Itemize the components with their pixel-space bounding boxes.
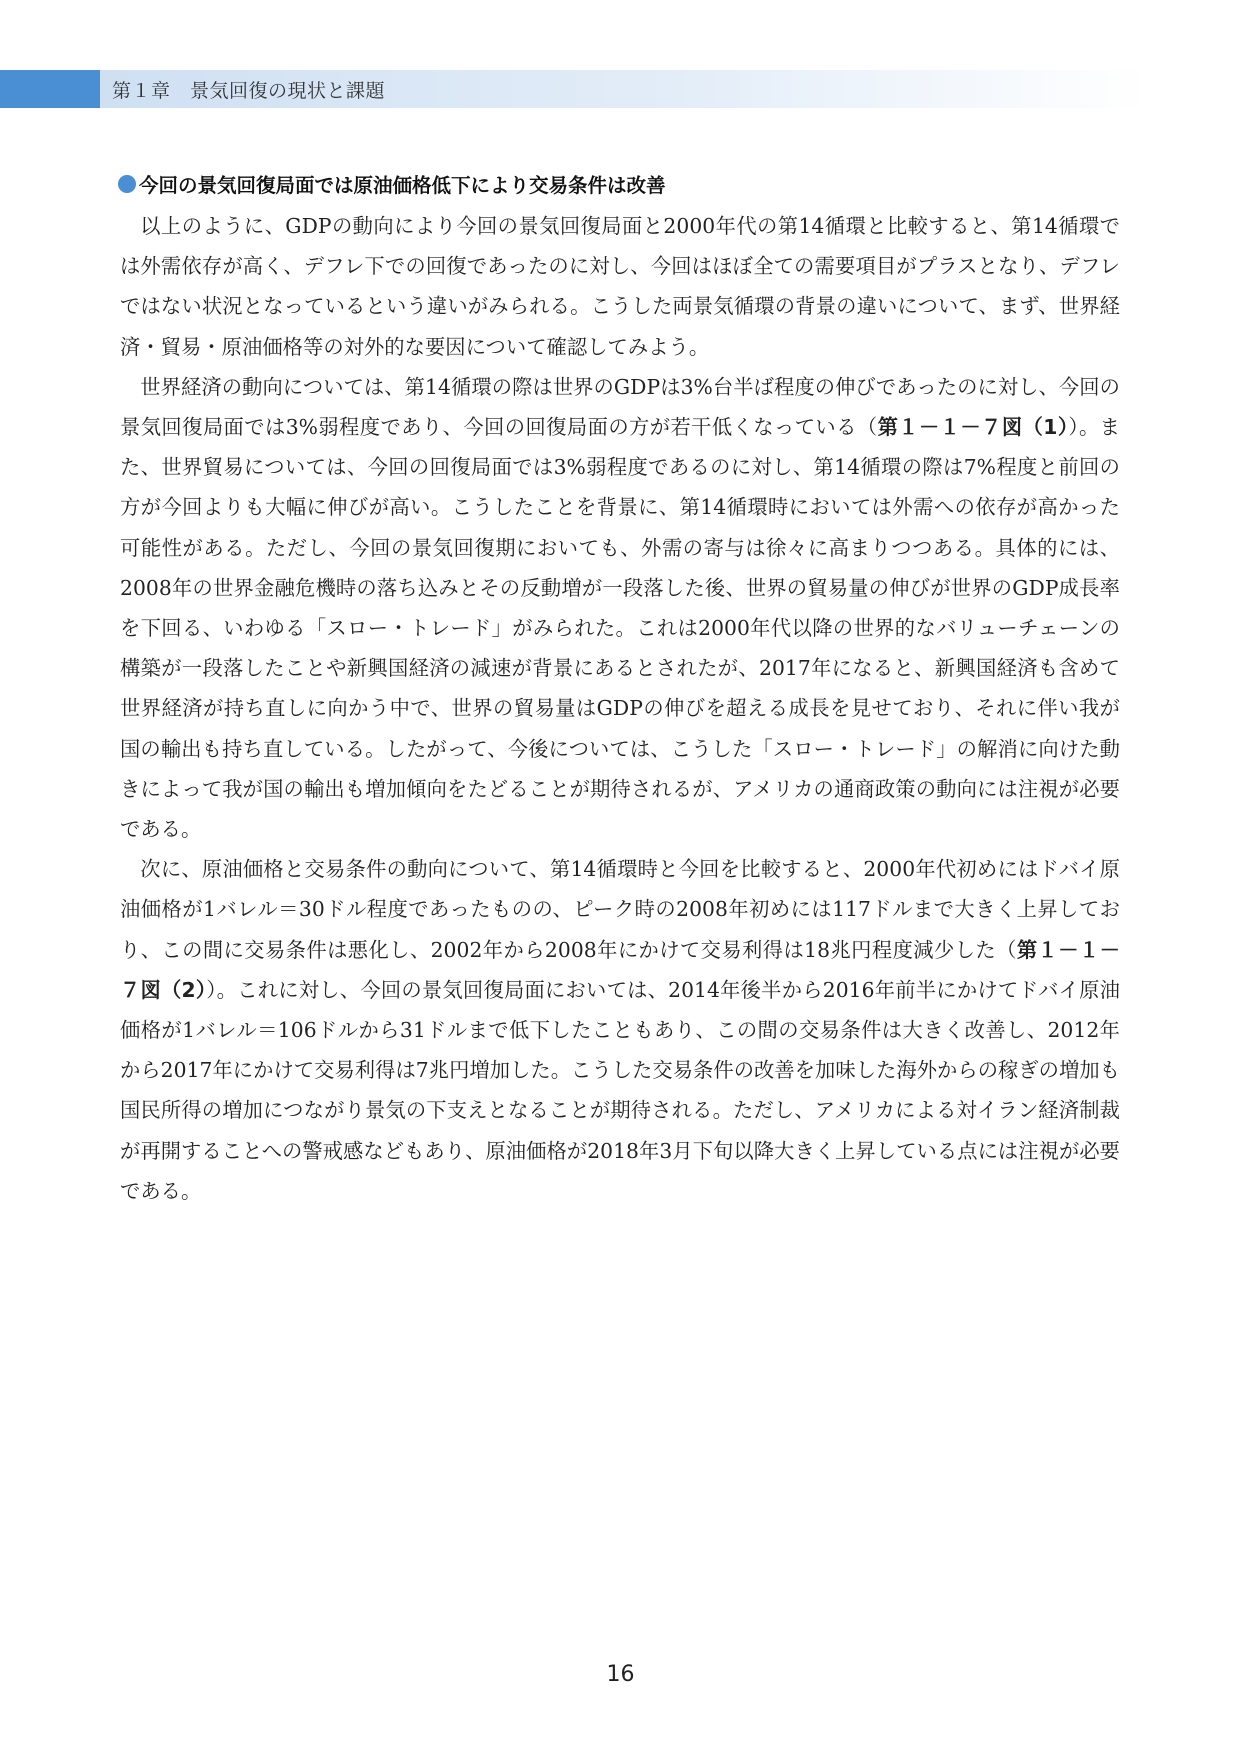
paragraph-2 — [120, 367, 1120, 849]
paragraph-3 — [120, 849, 1120, 1211]
section-heading — [118, 170, 1120, 198]
section-heading-text: 今回の景気回復局面では原油価格低下により交易条件は改善 — [139, 174, 666, 197]
paragraph-text: ）。また、世界貿易については、今回の回復局面では3%弱程度であるのに対し、第14循環の際は7%程度と前回の方が今回よりも大幅に伸びが高い。こうしたことを背景に、第14循環時においては外需への依存が高かった可能性がある。ただし、今回の景気回復期においても、外需の寄与は徐々に高まりつつある。具体的には、2008年の世界金融危機時の落ち込みとその反動増が一段落した後、世界の貿易量の伸びが世界のGDP成長率を下回る、いわゆる「スロー・トレード」がみられた。これは2000年代以降の世界的なバリューチェーンの構築が一段落したことや新興国経済の減速が背景にあるとされたが、2017年になると、新興国経済も含めて世界経済が持ち直しに向かう中で、世界の貿易量はGDPの伸びを超える成長を見せており、それに伴い我が国の輸出も持ち直している。したがって、今後については、こうした「スロー・トレード」の解消に向けた動きによって我が国の輸出も増加傾向をたどることが期待されるが、アメリカの通商政策の動向には注視が必要である。 — [120, 415, 1121, 842]
figure-reference: 第１－１－７図（2） — [120, 937, 1120, 1002]
paragraph-text: ）。これに対し、今回の景気回復局面においては、2014年後半から2016年前半にかけてドバイ原油価格が1バレル＝106ドルから31ドルまで低下したこともあり、この間の交易条件は大きく改善し、2012年から2017年にかけて交易利得は7兆円増加した。こうした交易条件の改善を加味した海外からの稼ぎの増加も国民所得の増加につながり景気の下支えとなることが期待される。ただし、アメリカによる対イラン経済制裁が再開することへの警戒感などもあり、原油価格が2018年3月下旬以降大きく上昇している点には注視が必要である。 — [120, 977, 1121, 1203]
paragraph-text: 以上のように、GDPの動向により今回の景気回復局面と2000年代の第14循環と比較すると、第14循環では外需依存が高く、デフレ下での回復であったのに対し、今回はほぼ全ての需要項目がプラスとなり、デフレではない状況となっているという違いがみられる。こうした両景気循環の背景の違いについて、まず、世界経済・貿易・原油価格等の対外的な要因について確認してみよう。 — [120, 214, 1120, 359]
figure-reference: 第１－１－７図（1） — [877, 415, 1069, 440]
main-content — [120, 170, 1120, 1211]
paragraph-text: 世界経済の動向については、第14循環の際は世界のGDPは3%台半ば程度の伸びであったのに対し、今回の景気回復局面では3%弱程度であり、今回の回復局面の方が若干低くなっている（ — [120, 374, 1120, 440]
bullet-dot-icon — [118, 175, 136, 193]
chapter-header-band — [0, 70, 1150, 108]
paragraph-text: 次に、原油価格と交易条件の動向について、第14循環時と今回を比較すると、2000年代初めにはドバイ原油価格が1バレル＝30ドル程度であったものの、ピーク時の2008年初めには117ドルまで大きく上昇しており、この間に交易条件は悪化し、2002年から2008年にかけて交易利得は18兆円程度減少した（ — [120, 857, 1120, 962]
chapter-accent-block — [0, 70, 100, 108]
chapter-header-bar — [100, 70, 1150, 108]
paragraph-1 — [120, 206, 1120, 367]
page-number: 16 — [606, 1662, 635, 1687]
chapter-title: 第１章 景気回復の現状と課題 — [112, 79, 386, 102]
